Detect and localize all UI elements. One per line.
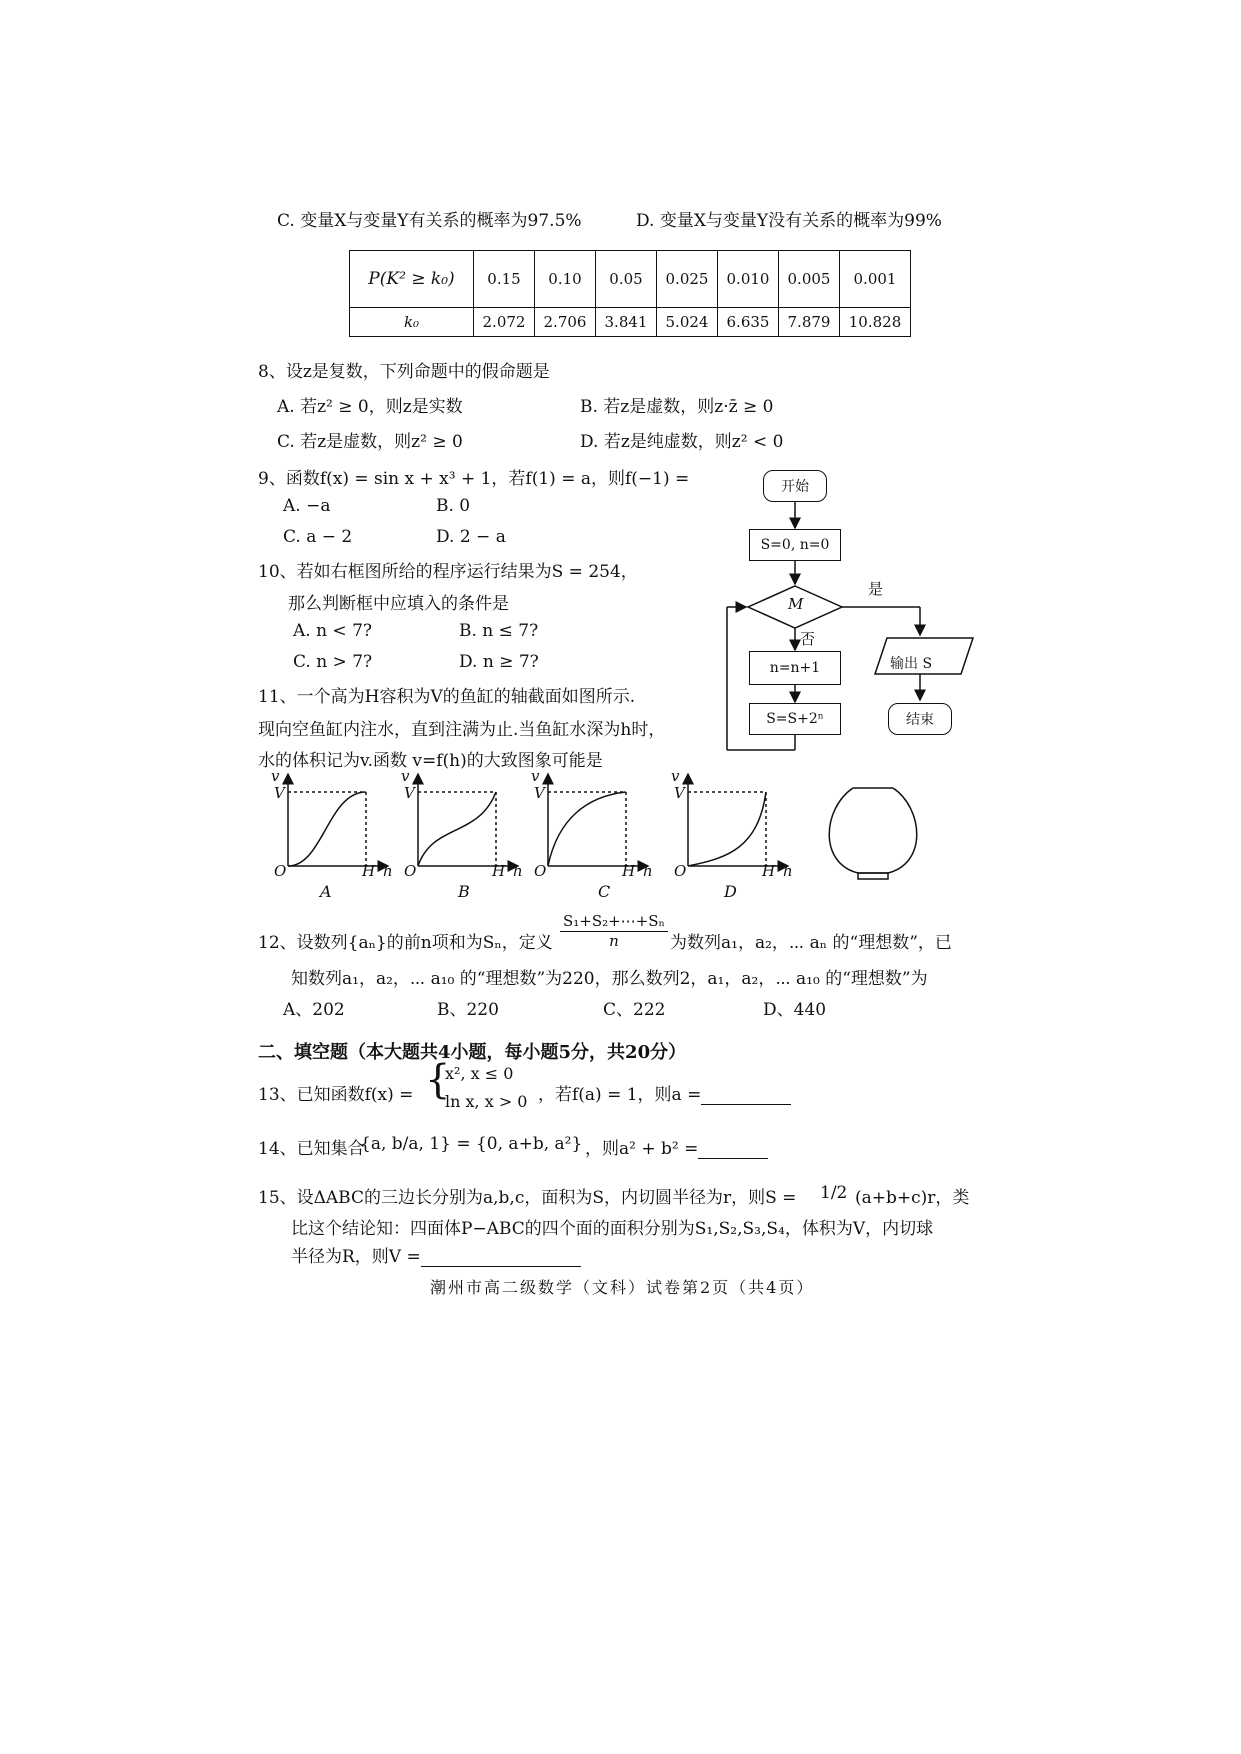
q13-tail-text: ，若f(a) = 1，则a = [538,1085,702,1105]
table-cell: 2.706 [535,308,596,337]
q9-stem: 9、函数f(x) = sin x + x³ + 1，若f(1) = a，则f(−1) = [258,469,690,489]
graph-a-axes [288,774,388,866]
q9-option-d: D. 2 − a [436,527,506,547]
graph-b-axes [418,774,518,866]
q7-option-c: C. 变量X与变量Y有关系的概率为97.5% [277,211,582,231]
graph-b-H-label: H [492,862,506,880]
q12-fraction [560,912,668,950]
flowchart-start: 开始 [763,470,827,502]
q13-lead: 13、已知函数f(x) = [258,1085,414,1105]
q15-line-3 [291,1242,581,1267]
graph-c-label: C [598,882,611,901]
table-header-probability: P(K² ≥ k₀) [350,251,474,308]
graph-c-V-label: V [534,784,545,802]
flowchart-output: 输出 S [890,656,933,672]
graph-a-h-label: h [383,862,393,880]
fish-tank-drawing [829,788,917,879]
graph-b-V-label: V [404,784,415,802]
q14-tail-text: ，则a² + b² = [585,1139,699,1159]
table-cell: 3.841 [596,308,657,337]
table-cell: 7.879 [779,308,840,337]
q14-answer-blank[interactable] [698,1140,768,1159]
table-cell: 10.828 [840,308,911,337]
q15-line-1a: 15、设ΔABC的三边长分别为a,b,c，面积为S，内切圆半径为r，则S = [258,1188,797,1208]
q9-option-b: B. 0 [436,496,471,516]
section-2-heading: 二、填空题（本大题共4小题，每小题5分，共20分） [258,1042,687,1063]
graph-d-label: D [724,882,737,901]
critical-value-table [349,250,911,337]
q11-line-1: 11、一个高为H容积为V的鱼缸的轴截面如图所示. [258,687,636,707]
flowchart-yes-label: 是 [868,580,884,598]
table-cell: 0.005 [779,251,840,308]
table-cell: 0.15 [474,251,535,308]
q14-lead: 14、已知集合 [258,1139,365,1159]
table-cell: 6.635 [718,308,779,337]
table-cell: 0.10 [535,251,596,308]
q13-case-1: x², x ≤ 0 [445,1064,514,1083]
q13-brace-icon: { [425,1057,451,1103]
q15-answer-blank[interactable] [421,1248,581,1267]
q15-line-1b: (a+b+c)r，类 [855,1188,970,1208]
graph-c-origin-label: O [534,862,547,880]
q9-option-a: A. −a [283,496,331,516]
graph-d-curve [688,792,766,866]
q12-option-d: D、440 [763,1000,827,1020]
q12-option-b: B、220 [437,1000,499,1020]
graph-b-origin-label: O [404,862,417,880]
graph-c-axes [548,774,648,866]
flowchart-end: 结束 [888,703,952,735]
q12-option-a: A、202 [283,1000,345,1020]
graph-b-v-label: v [401,767,410,785]
graph-d-H-label: H [762,862,776,880]
table-cell: 0.001 [840,251,911,308]
graph-d-axes [688,774,788,866]
q10-option-b: B. n ≤ 7? [459,621,539,641]
graph-d-h-label: h [783,862,793,880]
graph-b-curve [418,792,496,866]
graph-c-curve [548,792,626,866]
q12-option-c: C、222 [603,1000,666,1020]
graph-a-v-label: v [271,767,280,785]
q10-stem-2: 那么判断框中应填入的条件是 [288,594,509,614]
q15-fraction: 1/2 [820,1183,848,1203]
graph-b-h-label: h [513,862,523,880]
q13-tail [538,1080,791,1105]
table-cell: 0.025 [657,251,718,308]
q10-option-c: C. n > 7? [293,652,373,672]
table-cell: 5.024 [657,308,718,337]
q15-line-2: 比这个结论知：四面体P−ABC的四个面的面积分别为S₁,S₂,S₃,S₄，体积为V，内切球 [291,1219,934,1239]
q15-line-3-text: 半径为R，则V = [291,1247,421,1267]
graph-a-H-label: H [362,862,376,880]
table-cell: 0.05 [596,251,657,308]
graph-c-h-label: h [643,862,653,880]
q14-tail [585,1134,768,1159]
graph-d-origin-label: O [674,862,687,880]
q11-line-3: 水的体积记为v.函数 v=f(h)的大致图象可能是 [258,751,603,771]
q12-line-2: 知数列a₁，a₂，⋯ a₁₀ 的“理想数”为220，那么数列2，a₁，a₂，⋯ a₁₀ 的“理想数”为 [291,969,928,989]
graph-a-V-label: V [274,784,285,802]
q12-line-1a: 12、设数列{aₙ}的前n项和为Sₙ，定义 [258,933,553,953]
table-cell: 2.072 [474,308,535,337]
q8-option-a: A. 若z² ≥ 0，则z是实数 [277,397,463,417]
q14-set-equation: {a, b/a, 1} = {0, a+b, a²} [360,1134,583,1154]
flowchart-init: S=0, n=0 [749,529,841,561]
flowchart-increment: n=n+1 [749,651,841,685]
table-header-k0: k₀ [350,308,474,337]
q12-fraction-numerator: S₁+S₂+⋯+Sₙ [560,912,668,932]
q8-option-d: D. 若z是纯虚数，则z² < 0 [580,432,784,452]
graph-c-v-label: v [531,767,540,785]
page-footer: 潮州市高二级数学（文科）试卷第2页（共4页） [430,1278,815,1297]
flowchart-decision-label: M [788,595,804,613]
graph-a-origin-label: O [274,862,287,880]
q10-option-d: D. n ≥ 7? [459,652,539,672]
q7-option-d: D. 变量X与变量Y没有关系的概率为99% [636,211,942,231]
q11-line-2: 现向空鱼缸内注水，直到注满为止.当鱼缸水深为h时， [258,720,666,740]
flowchart-update: S=S+2ⁿ [749,703,841,735]
table-cell: 0.010 [718,251,779,308]
graph-d-V-label: V [674,784,685,802]
q8-option-b: B. 若z是虚数，则z·z̄ ≥ 0 [580,397,774,417]
q13-answer-blank[interactable] [701,1086,791,1105]
graph-a-label: A [320,882,332,901]
q12-line-1b: 为数列a₁，a₂，⋯ aₙ 的“理想数”，已 [670,933,952,953]
flowchart-no-label: 否 [800,630,816,648]
q10-stem: 10、若如右框图所给的程序运行结果为S = 254， [258,562,638,582]
graph-c-H-label: H [622,862,636,880]
q13-case-2: ln x, x > 0 [445,1092,528,1111]
q9-option-c: C. a − 2 [283,527,353,547]
graph-d-v-label: v [671,767,680,785]
q8-stem: 8、设z是复数，下列命题中的假命题是 [258,362,550,382]
graph-a-curve [288,792,366,866]
q8-option-c: C. 若z是虚数，则z² ≥ 0 [277,432,463,452]
graph-b-label: B [458,882,470,901]
q10-option-a: A. n < 7? [293,621,373,641]
q12-fraction-denominator: n [609,932,619,950]
